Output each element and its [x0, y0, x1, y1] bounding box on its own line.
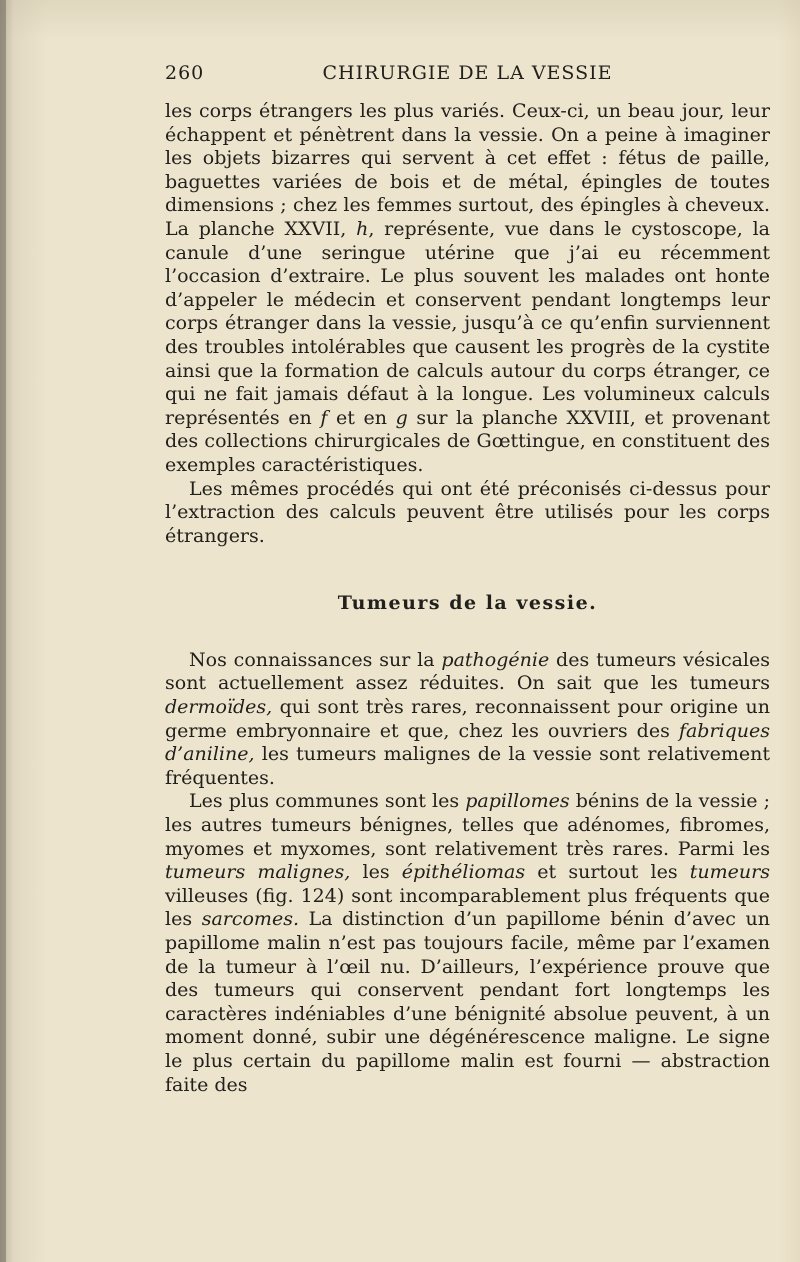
page-header	[165, 62, 770, 88]
running-head: CHIRURGIE DE LA VESSIE	[322, 62, 613, 84]
paragraph-pathogenesis: Nos connaissances sur la pathogénie des tumeurs vésicales sont actuellement assez réduites. On sait que les tumeurs dermoïdes, qui sont très rares, reconnaissent pour origine un germe embryonnaire et que, chez les ouvriers des fabriques d’aniline, les tumeurs malignes de la vessie sont relativement fréquentes.	[165, 648, 770, 789]
body-text	[165, 100, 770, 1097]
paragraph-papillomas: Les plus communes sont les papillomes bénins de la vessie ; les autres tumeurs bénignes, telles que adénomes, fibromes, myomes et myxomes, sont relativement très rares. Parmi les tumeurs malignes, les épithéliomas et surtout les tumeurs villeuses (fig. 124) sont incomparablement plus fréquents que les sarcomes. La distinction d’un papillome bénin d’avec un papillome malin n’est pas toujours facile, même par l’examen de la tumeur à l’œil nu. D’ailleurs, l’expérience prouve que des tumeurs qui conservent pendant fort longtemps les caractères indéniables d’une bénignité absolue peuvent, à un moment donné, subir une dégénérescence maligne. Le signe le plus certain du papillome malin est fourni — abstraction faite des	[165, 790, 770, 1096]
section-title: Tumeurs de la vessie.	[337, 592, 598, 615]
page-number: 260	[165, 62, 205, 84]
paragraph-foreign-bodies: les corps étrangers les plus variés. Ceux-ci, un beau jour, leur échappent et pénètrent dans la vessie. On a peine à imaginer les objets bizarres qui servent à cet effet : fétus de paille, baguettes variées de bois et de métal, épingles de toutes dimensions ; chez les femmes surtout, des épingles à cheveux. La planche XXVII, h, représente, vue dans le cystoscope, la canule d’une seringue utérine que j’ai eu récemment l’occasion d’extraire. Le plus souvent les malades ont honte d’appeler le médecin et conservent pendant longtemps leur corps étranger dans la vessie, jusqu’à ce qu’enfin surviennent des troubles intolérables que causent les progrès de la cystite ainsi que la formation de calculs autour du corps étranger, ce qui ne fait jamais défaut à la longue. Les volumineux calculs représentés en f et en g sur la planche XXVIII, et provenant des collections chirurgicales de Gœttingue, en constituent des exemples caractéristiques.	[165, 100, 771, 476]
paragraph-extraction: Les mêmes procédés qui ont été préconisés ci-dessus pour l’extraction des calculs peuvent être utilisés pour les corps étrangers.	[165, 477, 770, 547]
